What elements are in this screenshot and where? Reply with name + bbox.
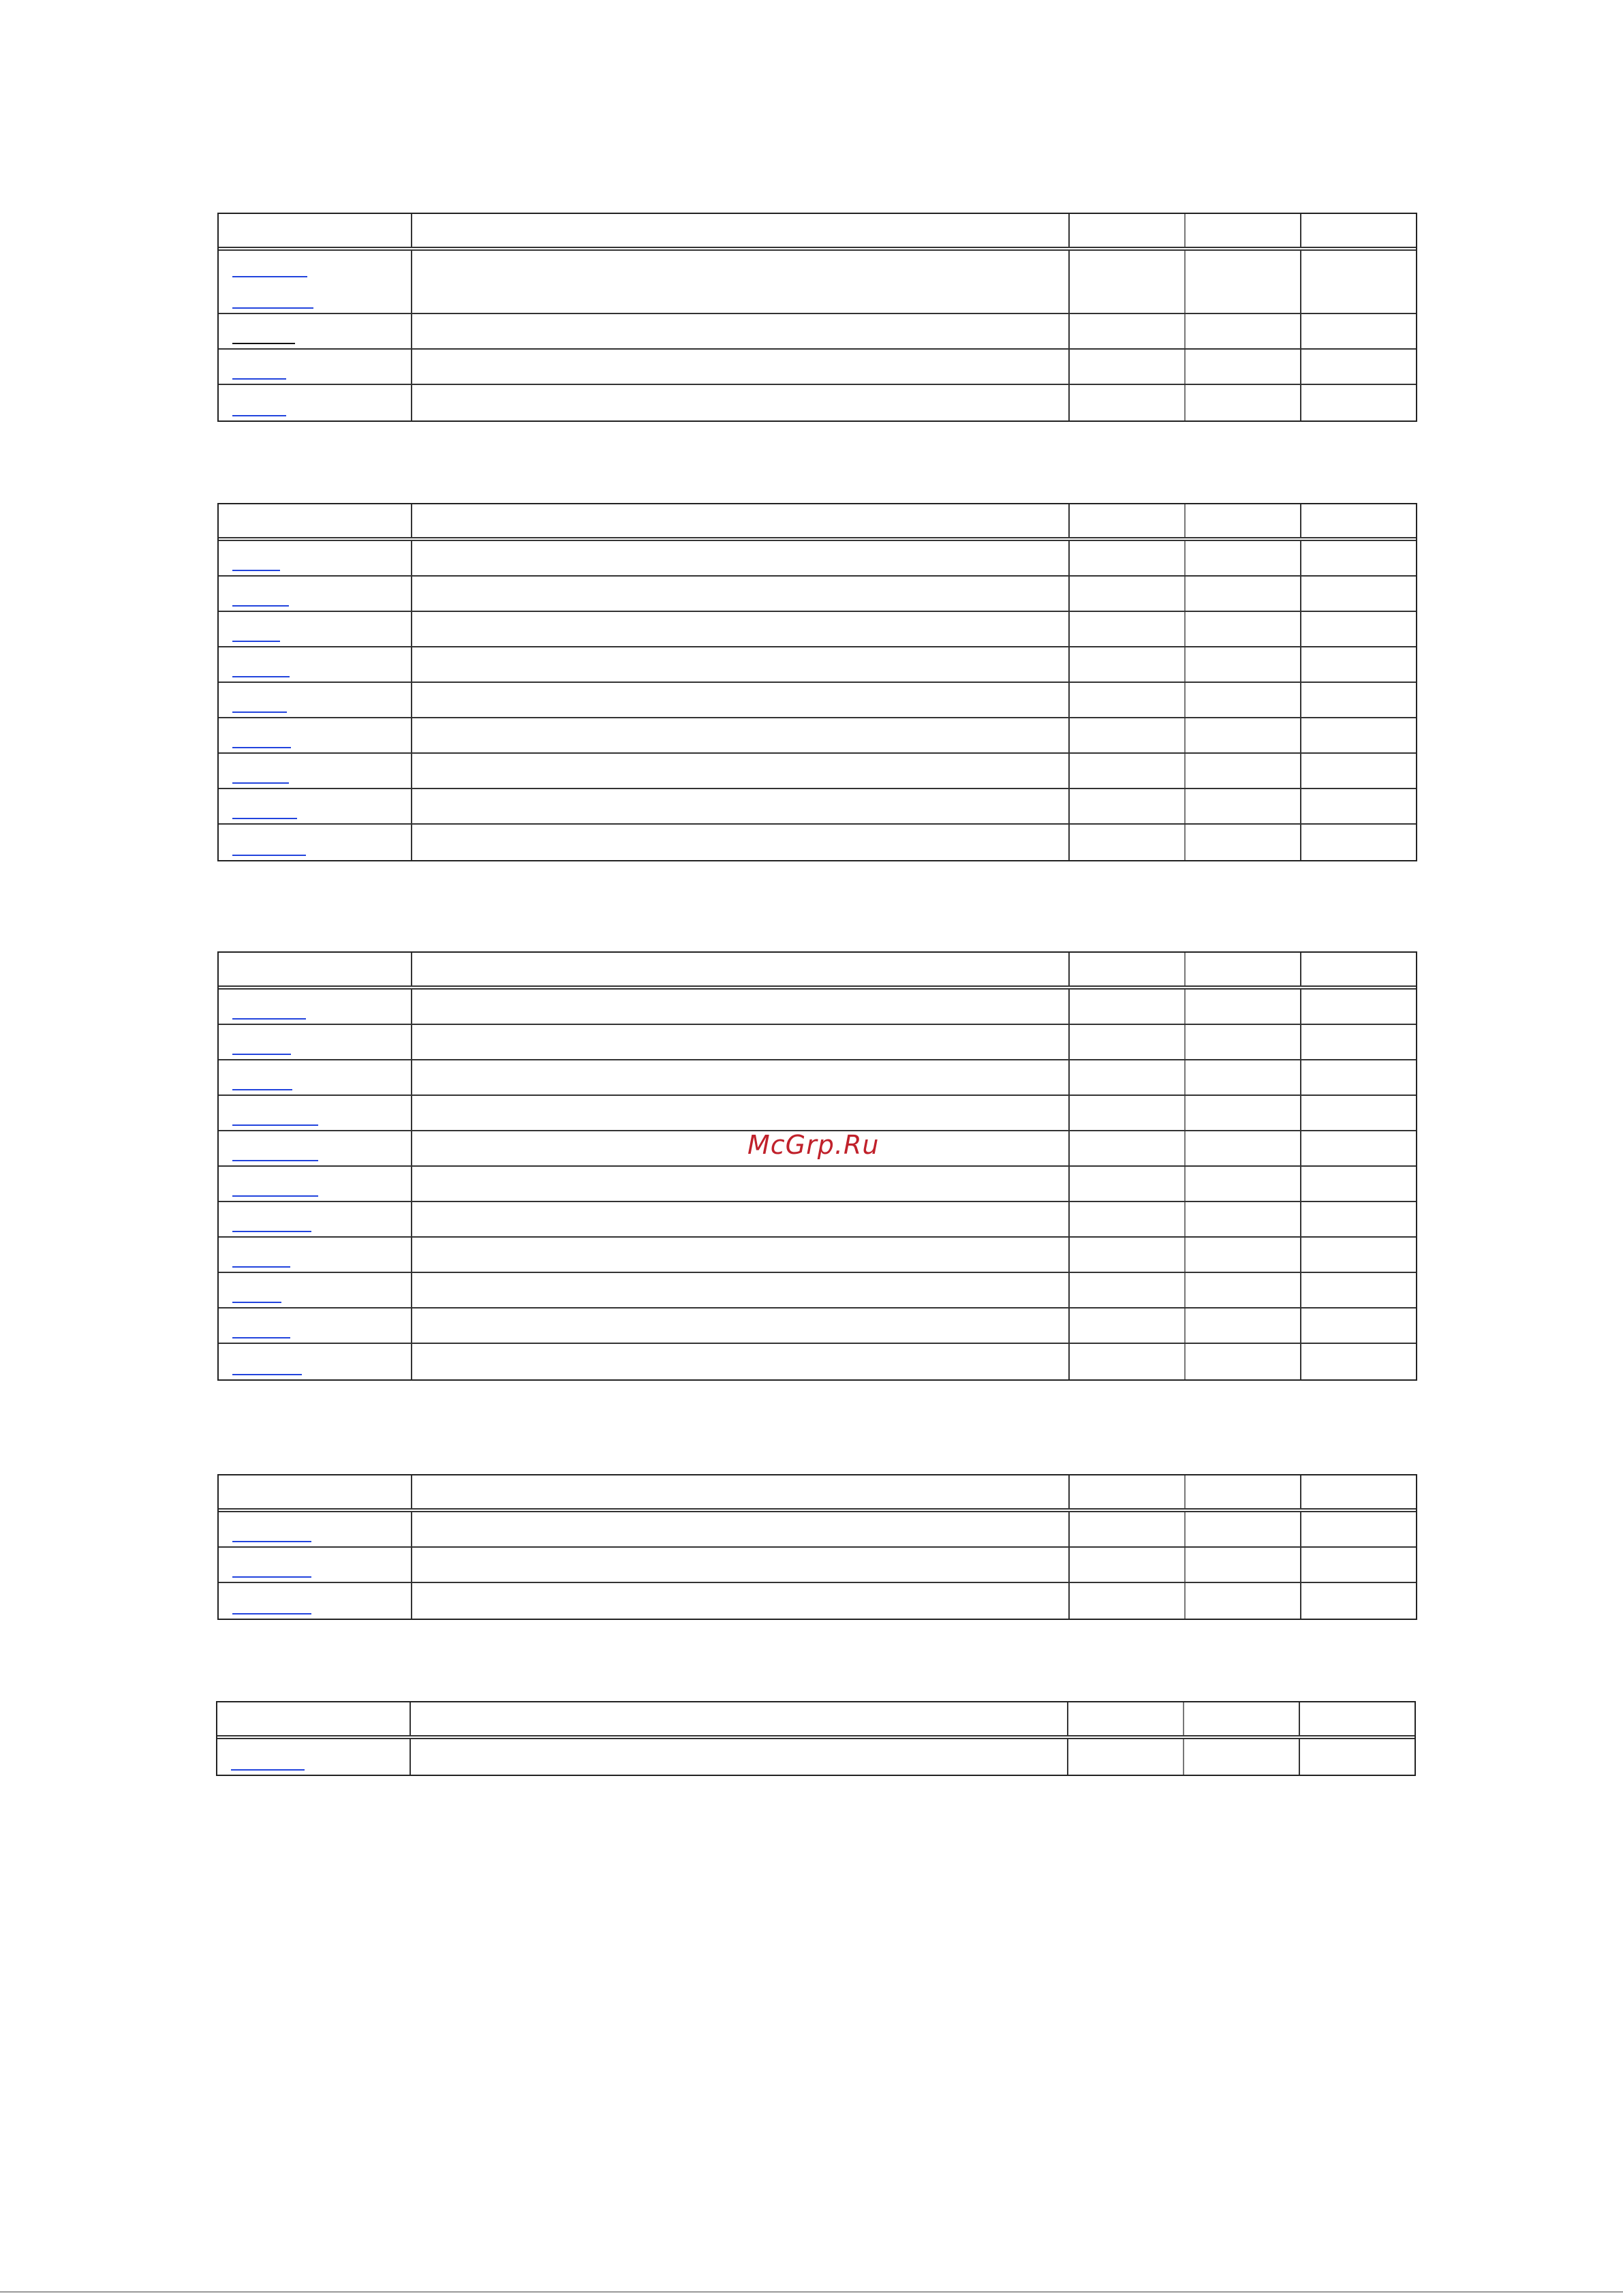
table-row: [219, 825, 1416, 860]
row-link[interactable]: [232, 307, 313, 309]
table-row: [219, 754, 1416, 789]
row-link[interactable]: [232, 676, 290, 677]
row-link[interactable]: [232, 605, 289, 607]
table-row: [219, 1167, 1416, 1202]
table-row: [219, 612, 1416, 647]
table-row: [219, 385, 1416, 420]
table-row: [219, 647, 1416, 683]
row-link[interactable]: [232, 1231, 311, 1232]
table-row: [219, 1583, 1416, 1619]
row-link[interactable]: [232, 1302, 281, 1303]
table-5: [216, 1701, 1416, 1776]
row-link[interactable]: [232, 1054, 291, 1055]
row-link[interactable]: [232, 1160, 318, 1161]
table-row: [219, 577, 1416, 612]
table-row: [219, 1238, 1416, 1273]
table-row: [219, 541, 1416, 577]
page-bottom-divider: [0, 2291, 1623, 2293]
table-header-row: [219, 504, 1416, 541]
table-row: [219, 1308, 1416, 1344]
table-3: [217, 951, 1417, 1381]
table-header-row: [219, 1475, 1416, 1512]
row-link[interactable]: [232, 1195, 318, 1197]
table-row: [219, 789, 1416, 825]
row-link[interactable]: [232, 570, 280, 571]
table-2: [217, 503, 1417, 861]
table-4: [217, 1474, 1417, 1620]
watermark: McGrp.Ru: [747, 1130, 880, 1160]
row-link[interactable]: [232, 782, 289, 784]
table-row: [219, 1273, 1416, 1308]
table-1: [217, 213, 1417, 422]
row-link[interactable]: [232, 378, 286, 380]
table-header-row: [217, 1702, 1415, 1739]
table-row: [219, 683, 1416, 718]
row-link[interactable]: [231, 1769, 305, 1771]
row-link[interactable]: [232, 855, 306, 856]
table-row: [217, 1739, 1415, 1775]
table-row: [219, 350, 1416, 385]
row-link[interactable]: [232, 415, 286, 416]
row-link[interactable]: [232, 276, 307, 277]
row-link[interactable]: [232, 711, 287, 713]
row-link[interactable]: [232, 747, 291, 748]
row-link[interactable]: [232, 1541, 311, 1542]
row-link[interactable]: [232, 1337, 290, 1338]
table-row: [219, 1060, 1416, 1096]
table-row: [219, 718, 1416, 754]
row-link[interactable]: [232, 1124, 318, 1126]
row-link[interactable]: [232, 343, 295, 344]
table-row: [219, 1512, 1416, 1548]
row-link[interactable]: [232, 1374, 302, 1375]
table-header-row: [219, 214, 1416, 251]
table-row: [219, 1025, 1416, 1060]
table-header-row: [219, 953, 1416, 990]
row-link[interactable]: [232, 1018, 306, 1020]
row-link[interactable]: [232, 1089, 292, 1090]
table-row: [219, 1202, 1416, 1238]
table-row: [219, 990, 1416, 1025]
table-row: [219, 1344, 1416, 1379]
table-row: [219, 1548, 1416, 1583]
row-link[interactable]: [232, 1576, 311, 1578]
row-link[interactable]: [232, 1613, 311, 1614]
row-link[interactable]: [232, 641, 280, 642]
table-row: [219, 314, 1416, 350]
row-link[interactable]: [232, 1266, 290, 1268]
row-link[interactable]: [232, 818, 297, 819]
table-row: [219, 1096, 1416, 1131]
table-row: [219, 251, 1416, 314]
